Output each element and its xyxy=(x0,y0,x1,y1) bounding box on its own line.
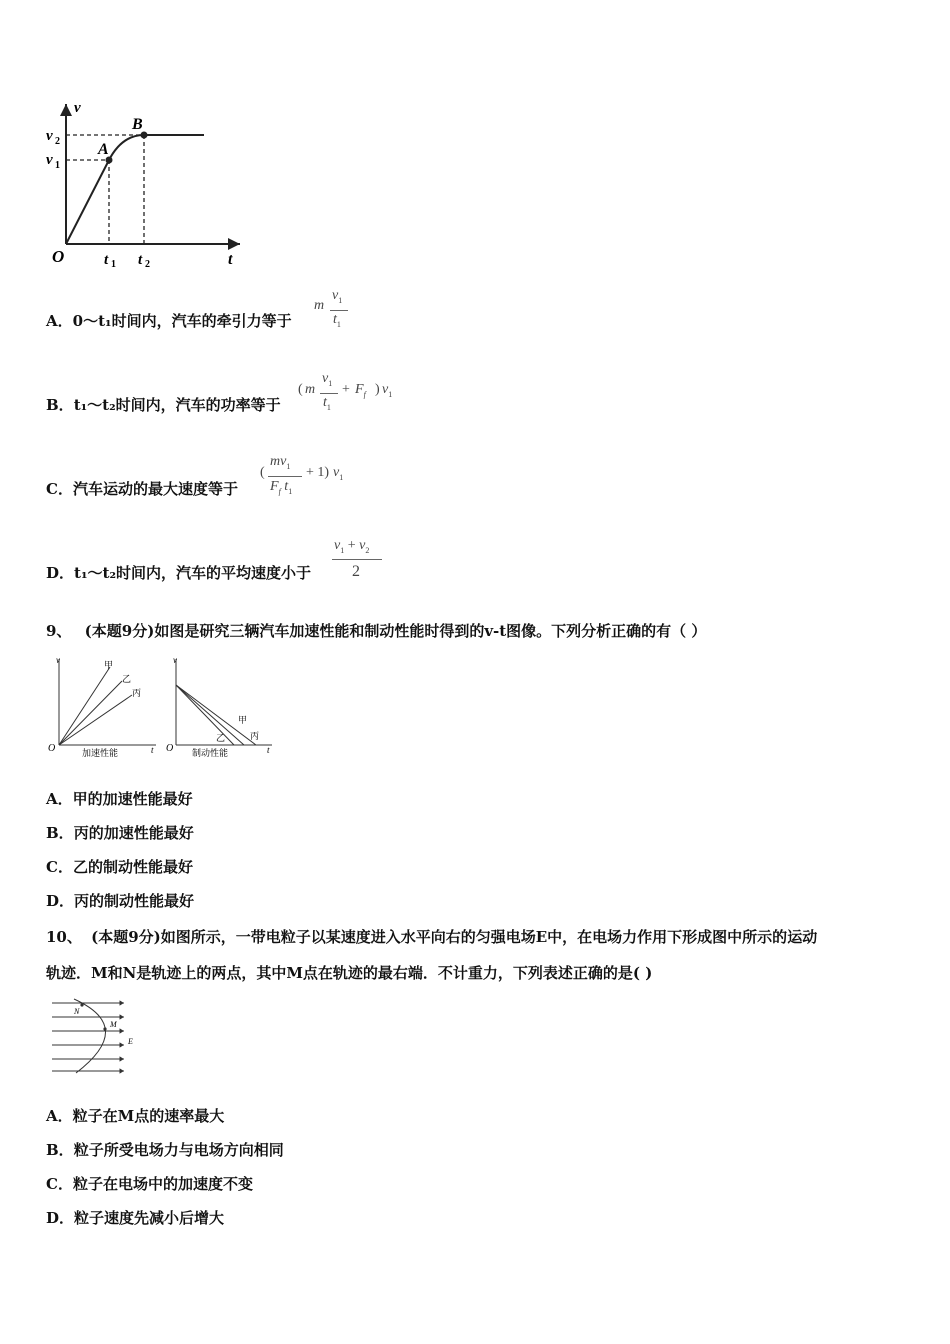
q9-right-caption: 制动性能 xyxy=(192,748,229,758)
q9-right-line-yi xyxy=(176,685,234,745)
q8-option-a-formula: m $v_1$ $t_1$ xyxy=(314,288,364,338)
option-letter: B． xyxy=(46,1141,74,1159)
q9-right-label-jia: 甲 xyxy=(238,715,248,725)
option-text: 汽车运动的最大速度等于 xyxy=(72,480,238,498)
formula-text xyxy=(298,371,305,372)
q9-right-axis-t: t xyxy=(267,745,270,755)
option-letter: C． xyxy=(46,858,73,876)
option-text: 粒子在电场中的加速度不变 xyxy=(72,1175,253,1193)
v2-label: v xyxy=(46,128,53,144)
q9-left-caption: 加速性能 xyxy=(82,748,119,758)
option-text: 粒子速度先减小后增大 xyxy=(74,1209,225,1227)
q9-right-line-jia xyxy=(176,685,244,745)
q8-option-b[interactable] xyxy=(46,395,281,415)
label-n: N xyxy=(74,1007,80,1016)
q9-right-origin: O xyxy=(166,743,174,754)
q8-option-c[interactable] xyxy=(46,479,238,499)
q9-left-line-bing xyxy=(59,695,132,745)
option-letter: B． xyxy=(46,824,74,842)
q9-left-label-jia: 甲 xyxy=(104,660,114,670)
option-text: t₁～t₂时间内，汽车的平均速度小于 xyxy=(74,564,312,582)
option-text: 丙的制动性能最好 xyxy=(74,892,195,910)
q8-option-a[interactable] xyxy=(46,311,292,331)
t1-label: t xyxy=(104,252,109,268)
t2-sub: 2 xyxy=(145,259,150,270)
q9-stem-text: 如图是研究三辆汽车加速性能和制动性能时得到的v-t图像。下列分析正确的有（ ） xyxy=(154,622,707,640)
option-text: t₁～t₂时间内，汽车的功率等于 xyxy=(73,396,281,414)
option-text: 粒子在M点的速率最大 xyxy=(72,1107,225,1125)
option-text: 乙的制动性能最好 xyxy=(72,858,193,876)
q9-number: 9、 xyxy=(46,622,72,640)
q9-option-d[interactable] xyxy=(46,891,194,911)
q10-option-b[interactable] xyxy=(46,1140,284,1160)
q9-stem xyxy=(46,621,706,641)
option-text: 丙的加速性能最好 xyxy=(73,824,194,842)
velocity-curve xyxy=(66,135,204,244)
q10-score: (本题9分) xyxy=(91,928,161,946)
q9-left-line-jia xyxy=(59,667,110,745)
axis-v-label: v xyxy=(74,100,81,116)
q10-stem-line1 xyxy=(46,927,817,947)
option-letter: D． xyxy=(46,564,75,582)
q10-number: 10、 xyxy=(46,928,82,946)
q9-option-a[interactable] xyxy=(46,789,193,809)
option-letter: B． xyxy=(46,396,74,414)
q9-left-line-yi xyxy=(59,681,122,745)
option-text: 粒子所受电场力与电场方向相同 xyxy=(73,1141,284,1159)
point-a-label: A xyxy=(98,141,109,158)
option-letter: C． xyxy=(46,480,73,498)
q9-option-c[interactable] xyxy=(46,857,193,877)
q9-right-label-bing: 丙 xyxy=(250,731,260,741)
q9-score: (本题9分) xyxy=(84,622,155,640)
option-text: 0～t₁时间内，汽车的牵引力等于 xyxy=(72,312,292,330)
q9-option-b[interactable] xyxy=(46,823,194,843)
q10-stem-line2 xyxy=(46,963,652,983)
v1-label: v xyxy=(46,152,53,168)
point-n-dot xyxy=(80,1003,83,1006)
q10-stem-text-2: 轨迹．M和N是轨迹上的两点，其中M点在轨迹的最右端．不计重力，下列表述正确的是( ) xyxy=(46,964,653,982)
option-letter: A． xyxy=(46,312,73,330)
formula-text xyxy=(260,454,269,455)
label-m: M xyxy=(110,1020,117,1029)
q9-right-label-yi: 乙 xyxy=(216,733,226,743)
v2-sub: 2 xyxy=(55,136,60,147)
option-text: 甲的加速性能最好 xyxy=(72,790,193,808)
q9-left-label-yi: 乙 xyxy=(122,674,132,684)
q10-stem-text-1: 如图所示，一带电粒子以某速度进入水平向右的匀强电场E中，在电场力作用下形成图中所示的运动 xyxy=(160,928,818,946)
q9-left-label-bing: 丙 xyxy=(132,688,142,698)
formula-text xyxy=(314,288,317,289)
v1-sub: 1 xyxy=(55,160,60,171)
option-letter: D． xyxy=(46,892,75,910)
q9-graphs xyxy=(44,655,284,760)
q8-option-b-formula: ( m $v_1$ $t_1$ + $F_f$ ) $v_1$ xyxy=(298,371,393,412)
origin-label: O xyxy=(52,247,65,266)
q10-field-diagram xyxy=(46,997,146,1075)
q10-option-c[interactable] xyxy=(46,1174,253,1194)
q8-option-d-formula: $v_1 + v_2$ 2 xyxy=(332,538,392,588)
q10-option-d[interactable] xyxy=(46,1208,224,1228)
option-letter: A． xyxy=(46,790,73,808)
point-b-label: B xyxy=(132,116,143,133)
q9-left-origin: O xyxy=(48,743,56,754)
q9-right-axis-v: v xyxy=(173,655,177,665)
point-m-dot xyxy=(103,1027,106,1030)
vt-graph xyxy=(44,98,254,270)
q8-option-d[interactable] xyxy=(46,563,311,583)
q10-option-a[interactable] xyxy=(46,1106,224,1126)
axis-t-label: t xyxy=(228,251,233,268)
option-letter: C． xyxy=(46,1175,73,1193)
q9-left-axis-v: v xyxy=(56,655,60,665)
t2-label: t xyxy=(138,252,143,268)
q9-left-axis-t: t xyxy=(151,745,154,755)
label-e: E xyxy=(128,1037,133,1046)
t1-sub: 1 xyxy=(111,259,116,270)
q8-option-c-formula: ( $mv_1$ $F_f$ $t_1$ + 1) $v_1$ xyxy=(260,454,344,496)
option-letter: D． xyxy=(46,1209,75,1227)
option-letter: A． xyxy=(46,1107,73,1125)
